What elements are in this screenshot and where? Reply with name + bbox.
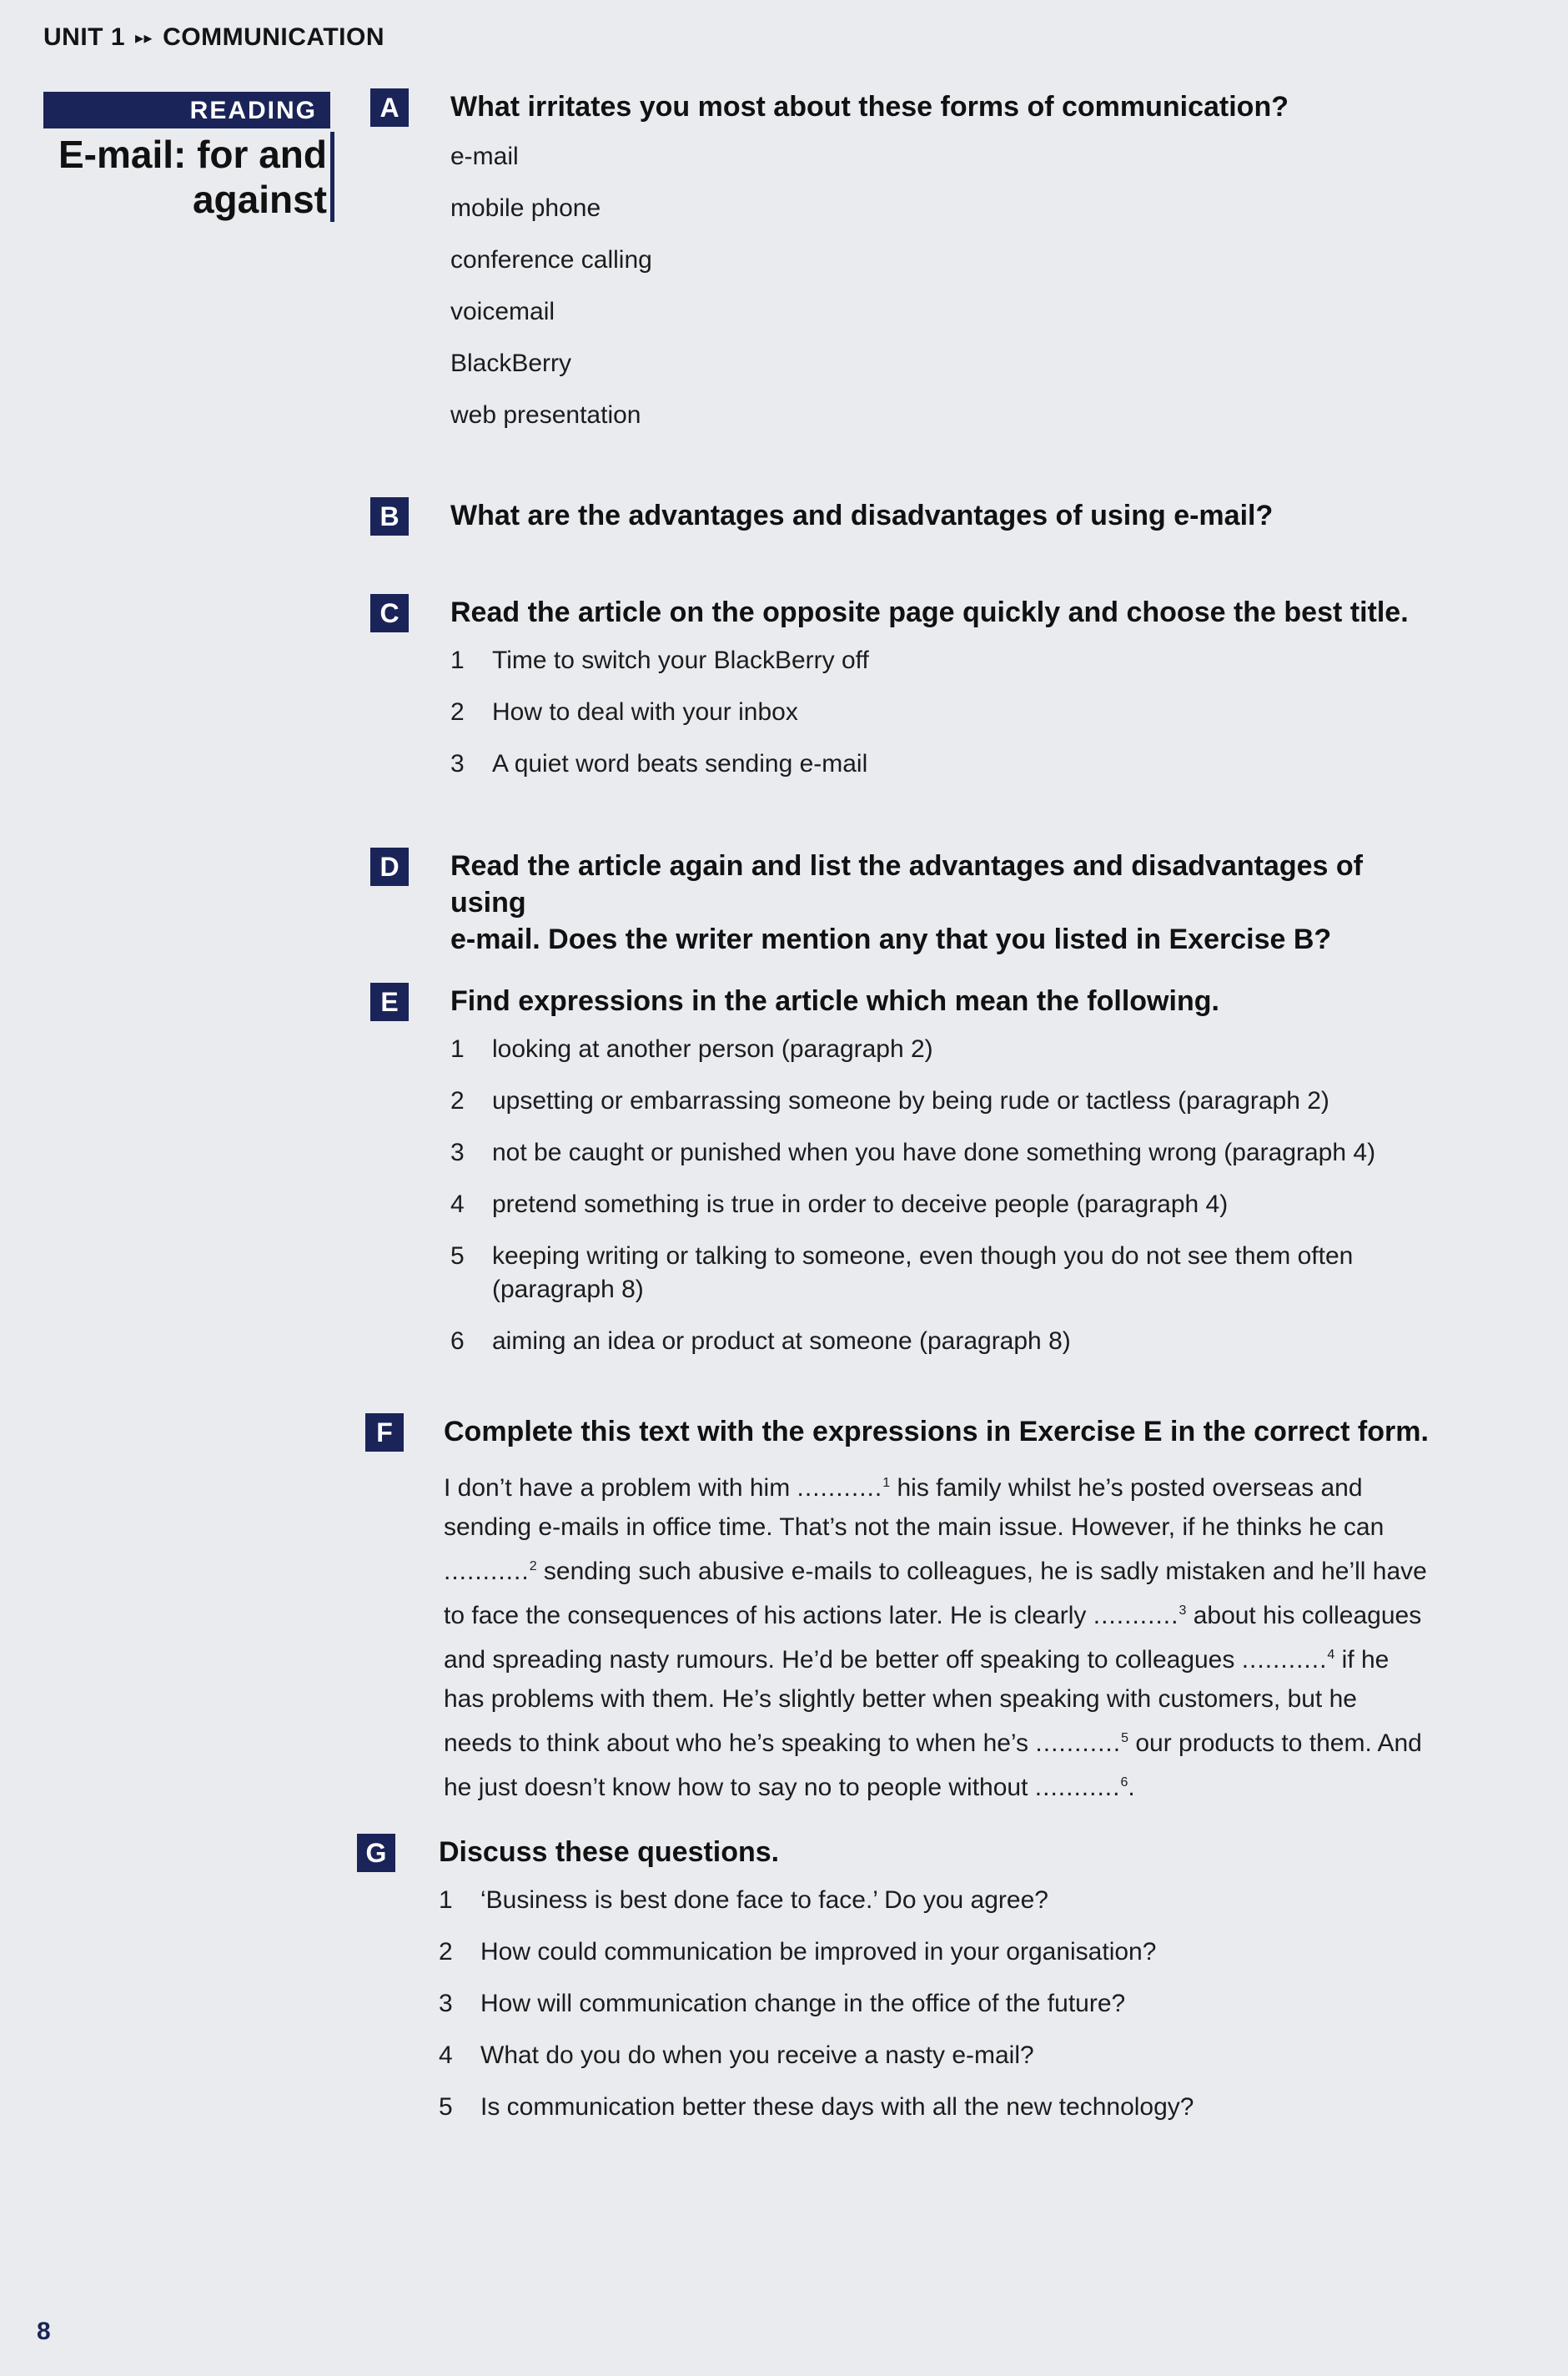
list-item xyxy=(450,1188,1438,1221)
list-item xyxy=(439,1884,1438,1917)
item-text: not be caught or punished when you have done something wrong (paragraph 4) xyxy=(492,1139,1376,1166)
exercise-e-title: Find expressions in the article which mean the following. xyxy=(450,985,1219,1017)
item-number: 6 xyxy=(450,1327,465,1355)
exercise-letter-a: A xyxy=(370,88,409,127)
item-text xyxy=(492,1240,1353,1306)
discussion-questions-list xyxy=(439,1884,1438,2124)
item-text-line: keeping writing or talking to someone, even though you do not see them often xyxy=(492,1242,1354,1270)
lesson-title-line2: against xyxy=(192,178,327,221)
exercise-c-title: Read the article on the opposite page quickly and choose the best title. xyxy=(450,597,1409,628)
list-item xyxy=(450,696,1438,729)
list-item: BlackBerry xyxy=(450,350,572,377)
text-segment: I don’t have a problem with him xyxy=(444,1474,797,1502)
exercise-g xyxy=(365,1834,1438,2142)
item-text: A quiet word beats sending e-mail xyxy=(492,750,868,778)
item-number: 5 xyxy=(450,1242,465,1270)
gap-blank: ........... xyxy=(1241,1646,1328,1674)
list-item: voicemail xyxy=(450,298,555,325)
exercise-letter-c: C xyxy=(370,594,409,632)
list-item xyxy=(450,748,1438,781)
item-number: 1 xyxy=(450,647,465,674)
section-label: COMMUNICATION xyxy=(163,23,385,51)
item-text: aiming an idea or product at someone (paragraph 8) xyxy=(492,1327,1071,1355)
exercise-letter-e: E xyxy=(370,983,409,1021)
item-text: What do you do when you receive a nasty e-mail? xyxy=(480,2041,1034,2069)
item-number: 4 xyxy=(450,1191,465,1218)
exercise-g-title: Discuss these questions. xyxy=(439,1836,780,1868)
lesson-title xyxy=(43,132,334,222)
exercise-a-title: What irritates you most about these forms of communication? xyxy=(450,91,1289,123)
unit-header xyxy=(43,23,384,52)
item-number: 2 xyxy=(439,1938,453,1966)
item-number: 3 xyxy=(450,1139,465,1166)
gap-number: 2 xyxy=(529,1559,537,1573)
item-text: Is communication better these days with all the new technology? xyxy=(480,2093,1194,2121)
exercise-letter-g: G xyxy=(357,1834,395,1872)
text-segment: his family whilst he’s posted overseas and sending e-mails in office time. That’s not the main issue. However, if he thinks he can xyxy=(444,1474,1385,1541)
list-item xyxy=(450,1240,1438,1306)
exercise-letter-d: D xyxy=(370,848,409,886)
gap-number: 1 xyxy=(882,1476,891,1490)
exercise-e xyxy=(370,983,1438,1377)
item-number: 1 xyxy=(439,1886,453,1914)
exercise-b-title: What are the advantages and disadvantages of using e-mail? xyxy=(450,500,1274,531)
text-segment: sending such abusive e-mails to colleagues, he is sadly mistaken and he’ll have to face the consequences of his actions later. He is clearly xyxy=(444,1558,1427,1629)
item-text: How could communication be improved in your organisation? xyxy=(480,1938,1157,1966)
list-item xyxy=(450,1033,1438,1066)
gap-number: 6 xyxy=(1120,1775,1128,1790)
title-line: Read the article again and list the advantages and disadvantages of using xyxy=(450,850,1363,919)
list-item xyxy=(450,1085,1438,1118)
text-segment: our products to them. And he just doesn’t know how to say no to people without xyxy=(444,1729,1422,1801)
gap-blank: ........... xyxy=(444,1558,530,1585)
item-text: Time to switch your BlackBerry off xyxy=(492,647,869,674)
item-number: 5 xyxy=(439,2093,453,2121)
page-number: 8 xyxy=(37,2318,51,2345)
gap-number: 4 xyxy=(1327,1648,1335,1662)
item-number: 2 xyxy=(450,698,465,726)
list-item xyxy=(439,2039,1438,2072)
title-line: e-mail. Does the writer mention any that you listed in Exercise B? xyxy=(450,924,1332,955)
list-item xyxy=(439,1987,1438,2021)
item-number: 1 xyxy=(450,1035,465,1063)
item-text: How to deal with your inbox xyxy=(492,698,798,726)
item-text: pretend something is true in order to deceive people (paragraph 4) xyxy=(492,1191,1229,1218)
double-arrow-icon: ▸▸ xyxy=(135,28,153,48)
list-item xyxy=(450,1136,1438,1170)
list-item xyxy=(439,2091,1438,2124)
list-item: mobile phone xyxy=(450,194,601,222)
item-text: How will communication change in the office of the future? xyxy=(480,1990,1126,2017)
item-number: 4 xyxy=(439,2041,453,2069)
exercise-letter-f: F xyxy=(365,1413,404,1452)
exercise-b xyxy=(370,497,1438,534)
gap-number: 5 xyxy=(1121,1731,1128,1745)
item-number: 2 xyxy=(450,1087,465,1115)
item-number: 3 xyxy=(439,1990,453,2017)
item-text-line: (paragraph 8) xyxy=(492,1276,644,1303)
gap-blank: ........... xyxy=(1093,1602,1179,1629)
text-segment: about his colleagues and spreading nasty rumours. He’d be better off speaking to colleagues xyxy=(444,1602,1422,1674)
item-text: looking at another person (paragraph 2) xyxy=(492,1035,933,1063)
list-item xyxy=(450,644,1438,677)
list-item: web presentation xyxy=(450,401,641,429)
text-segment: if he has problems with them. He’s slightly better when speaking with customers, but he needs to think about who he’s speaking to when he’s xyxy=(444,1646,1390,1757)
communication-forms-list xyxy=(450,140,1438,432)
gap-blank: ........... xyxy=(797,1474,883,1502)
list-item xyxy=(450,1325,1438,1358)
gap-blank: ........... xyxy=(1034,1774,1121,1801)
text-segment: . xyxy=(1128,1774,1135,1801)
lesson-title-line1: E-mail: for and xyxy=(58,133,327,176)
item-text: ‘Business is best done face to face.’ Do you agree? xyxy=(480,1886,1048,1914)
expressions-list xyxy=(450,1033,1438,1358)
list-item: e-mail xyxy=(450,143,519,170)
list-item: conference calling xyxy=(450,246,652,274)
exercise-f-title: Complete this text with the expressions in Exercise E in the correct form. xyxy=(444,1416,1429,1447)
exercise-d-title xyxy=(450,848,1438,958)
exercise-a xyxy=(370,88,1438,451)
title-options-list xyxy=(450,644,1438,781)
gap-blank: ........... xyxy=(1035,1729,1122,1757)
gap-number: 3 xyxy=(1179,1603,1187,1618)
exercise-letter-b: B xyxy=(370,497,409,536)
exercise-f xyxy=(370,1413,1438,1807)
item-number: 3 xyxy=(450,750,465,778)
exercise-c xyxy=(370,594,1438,799)
list-item xyxy=(439,1936,1438,1969)
exercise-d xyxy=(370,848,1438,958)
unit-label: UNIT 1 xyxy=(43,23,126,51)
reading-label: READING xyxy=(43,92,330,128)
item-text: upsetting or embarrassing someone by being rude or tactless (paragraph 2) xyxy=(492,1087,1329,1115)
gap-fill-text xyxy=(444,1463,1428,1807)
